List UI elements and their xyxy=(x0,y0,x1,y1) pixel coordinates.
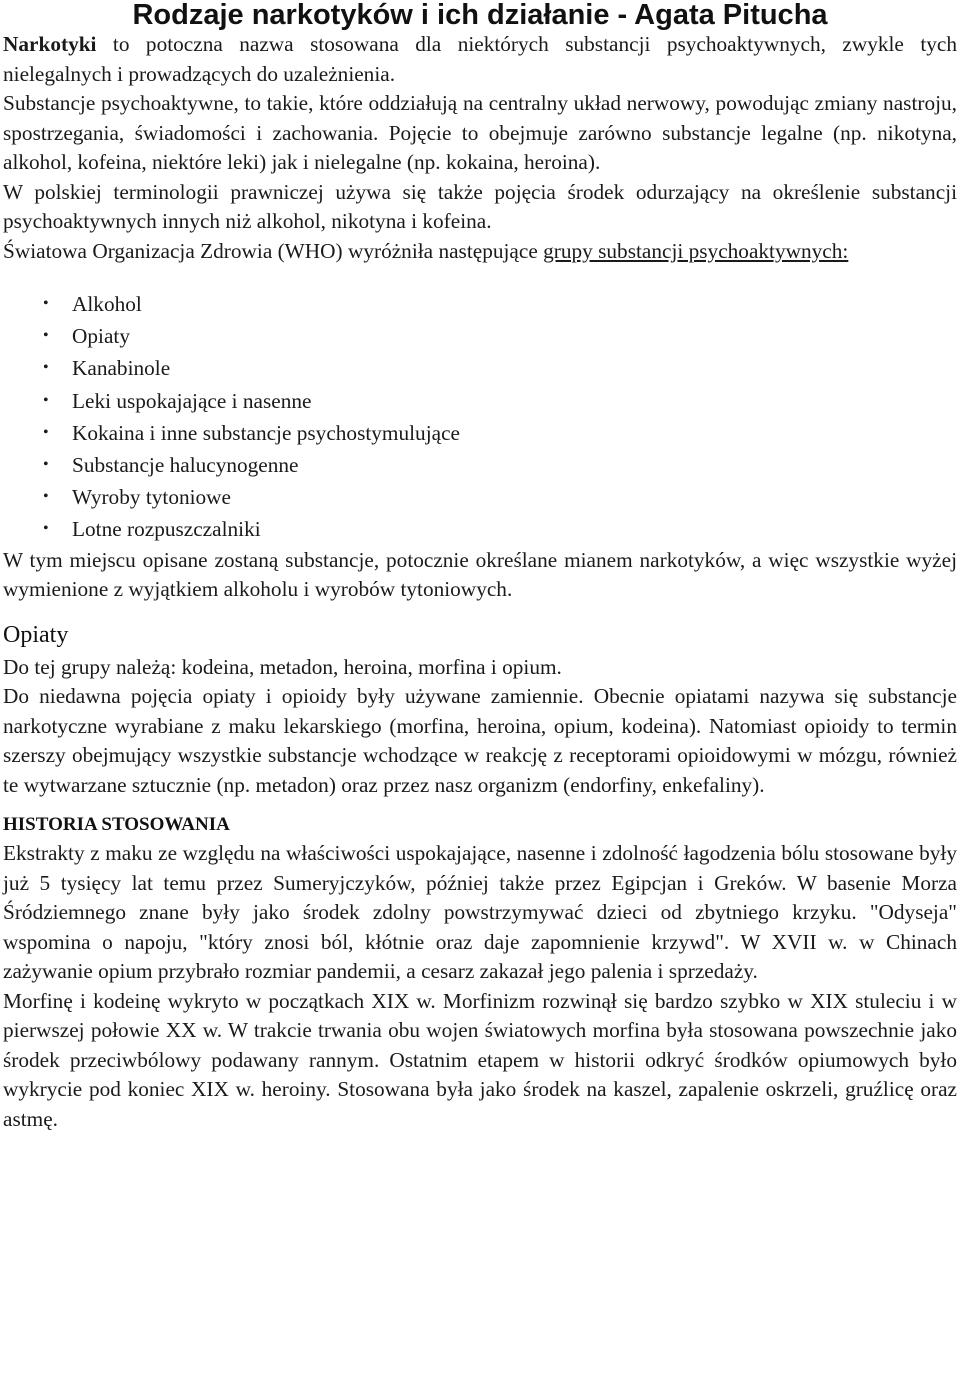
bullet-icon: • xyxy=(43,295,49,312)
document-title: Rodzaje narkotyków i ich działanie - Agata Pitucha xyxy=(132,0,828,31)
bullet-icon: • xyxy=(43,423,49,441)
list-item xyxy=(3,449,957,481)
list-item-label: Wyroby tytoniowe xyxy=(72,485,232,510)
paragraph-opiaty-members: Do tej grupy należą: kodeina, metadon, heroina, morfina i opium. xyxy=(3,654,562,679)
bullet-icon: • xyxy=(43,520,49,538)
list-item-label: Alkohol xyxy=(72,292,142,316)
list-item xyxy=(3,352,957,384)
list-item-label: Kanabinole xyxy=(72,356,171,381)
bullet-icon: • xyxy=(43,359,49,377)
list-item-label: Leki uspokajające i nasenne xyxy=(72,388,312,413)
bullet-icon: • xyxy=(43,391,49,409)
paragraph-substancje-psychoaktywne: Substancje psychoaktywne, to takie, które oddziałują na centralny układ nerwowy, powodując zmiany nastroju, spostrzegania, świadomości i zachowania. Pojęcie to obejmuje zarówno substancje legalne (np. nikotyna, alkohol, kofeina, niektóre leki) jak i nielegalne (np. kokaina, heroina). xyxy=(3,91,957,174)
paragraph-who-text: Światowa Organizacja Zdrowia (WHO) wyróżniła następujące xyxy=(3,238,544,263)
paragraph-narkotyki-definition xyxy=(3,30,957,89)
list-item-label: Kokaina i inne substancje psychostymulujące xyxy=(72,420,460,445)
section-heading-opiaty: Opiaty xyxy=(3,621,69,648)
list-item-label: Opiaty xyxy=(72,324,130,349)
list-item xyxy=(3,481,957,513)
list-item-label: Substancje halucynogenne xyxy=(72,453,299,478)
paragraph-terminologia: W polskiej terminologii prawniczej używa się także pojęcia środek odurzający na określenie substancji psychoaktywnych innych niż alkohol, nikotyna i kofeina. xyxy=(3,179,957,233)
paragraph-who xyxy=(3,237,957,267)
list-item xyxy=(3,513,957,545)
groups-link[interactable]: grupy substancji psychoaktywnych: xyxy=(543,238,849,263)
section-heading-historia: HISTORIA STOSOWANIA xyxy=(3,814,230,836)
substance-groups-list xyxy=(3,288,957,546)
paragraph-scope: W tym miejscu opisane zostaną substancje, potocznie określane mianem narkotyków, a więc wszystkie wyżej wymienione z wyjątkiem alkoholu i wyrobów tytoniowych. xyxy=(3,547,957,602)
paragraph-historia-2: Morfinę i kodeinę wykryto w początkach XIX w. Morfinizm rozwinął się bardzo szybko w XIX stuleciu i w pierwszej połowie XX w. W trakcie trwania obu wojen światowych morfina była stosowana powszechnie jako środek przeciwbólowy podawany rannym. Ostatnim etapem w historii odkryć środków opiumowych było wykrycie pod koniec XIX w. heroiny. Stosowana była jako środek na kaszel, zapalenie oskrzeli, gruźlicę oraz astmę. xyxy=(3,988,957,1131)
paragraph-narkotyki-text: to potoczna nazwa stosowana dla niektórych substancji psychoaktywnych, zwykle tych nielegalnych i prowadzących do uzależnienia. xyxy=(3,32,957,86)
list-item xyxy=(3,417,957,449)
document-page xyxy=(3,0,957,1134)
list-item-label: Lotne rozpuszczalniki xyxy=(72,517,261,542)
list-item xyxy=(3,320,957,352)
bullet-icon: • xyxy=(43,488,49,506)
term-narkotyki: Narkotyki xyxy=(3,32,97,56)
list-item xyxy=(3,288,957,320)
paragraph-historia-1: Ekstrakty z maku ze względu na właściwości uspokajające, nasenne i zdolność łagodzenia bólu stosowane były już 5 tysięcy lat temu przez Sumeryjczyków, później także przez Egipcjan i Greków. W basenie Morza Śródziemnego znane były jako środek zdolny powstrzymywać dzieci od zbytniego krzyku. "Odyseja" wspomina o napoju, "który znosi ból, kłótnie oraz daje zapomnienie krzywd". W XVII w. w Chinach zażywanie opium przybrało rozmiar pandemii, a cesarz zakazał jego palenia i sprzedaży. xyxy=(3,841,957,984)
paragraph-opiaty-opioidy: Do niedawna pojęcia opiaty i opioidy były używane zamiennie. Obecnie opiatami nazywa się substancje narkotyczne wyrabiane z maku lekarskiego (morfina, heroina, opium, kodeina). Natomiast opioidy to termin szerszy obejmujący wszystkie substancje wchodzące w reakcję z receptorami opioidowymi w mózgu, również te wytwarzane sztucznie (np. metadon) oraz przez nasz organizm (endorfiny, enkefaliny). xyxy=(3,684,957,797)
bullet-icon: • xyxy=(43,456,49,474)
bullet-icon: • xyxy=(43,327,49,345)
list-item xyxy=(3,385,957,417)
